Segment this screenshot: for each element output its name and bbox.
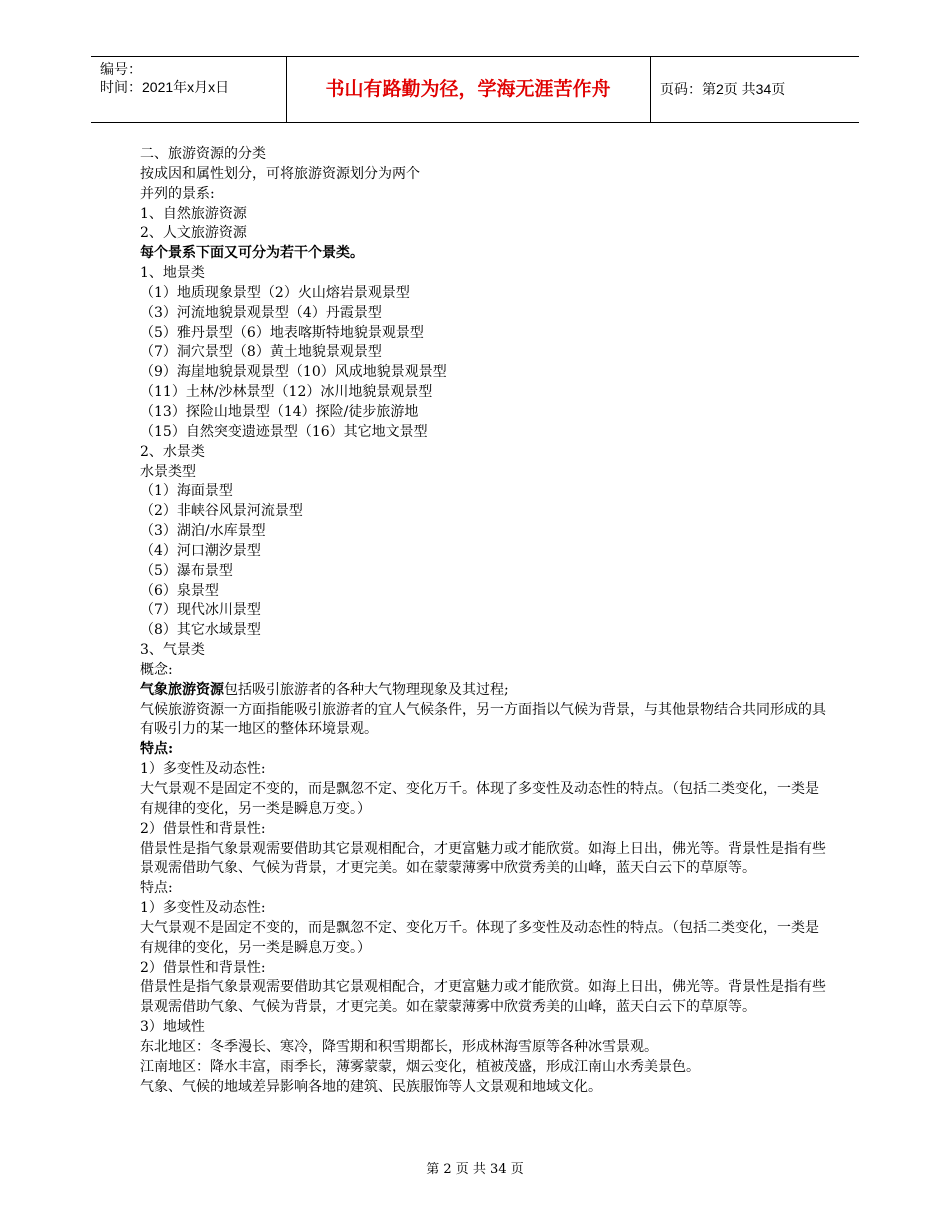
page-footer: 第 2 页 共 34 页 xyxy=(426,1162,524,1177)
list-item: （7）洞穴景型（8）黄土地貌景观景型 xyxy=(140,344,382,361)
text-line: 江南地区：降水丰富，雨季长，薄雾蒙蒙，烟云变化，植被茂盛，形成江南山水秀美景色。 xyxy=(140,1058,700,1075)
section-heading: 二、旅游资源的分类 xyxy=(140,146,266,162)
document-body xyxy=(140,145,830,1098)
list-item: （5）瀑布景型 xyxy=(140,562,233,579)
text-line: 水景类型 xyxy=(140,463,196,480)
definition-line xyxy=(140,681,830,701)
header-bottom-rule xyxy=(91,122,859,123)
list-item: （11）土林/沙林景型（12）冰川地貌景观景型 xyxy=(140,384,433,401)
list-item: （5）雅丹景型（6）地表喀斯特地貌景观景型 xyxy=(140,324,424,341)
list-item: （6）泉景型 xyxy=(140,582,219,599)
text-line: 概念: xyxy=(140,661,173,678)
definition-text: 包括吸引旅游者的各种大气物理现象及其过程; xyxy=(224,681,509,698)
subsection-heading: 1、地景类 xyxy=(140,265,205,282)
text-line: 按成因和属性划分，可将旅游资源划分为两个 xyxy=(140,165,420,182)
header-top-rule xyxy=(91,56,859,57)
list-item: （3）湖泊/水库景型 xyxy=(140,523,266,540)
list-item: （13）探险山地景型（14）探险/徒步旅游地 xyxy=(140,403,419,420)
list-item: （4）河口潮汐景型 xyxy=(140,542,261,559)
serial-label: 编号： xyxy=(100,61,142,77)
list-item: （8）其它水域景型 xyxy=(140,622,261,639)
text-line: 特点: xyxy=(140,880,173,897)
text-line: 东北地区：冬季漫长、寒冷，降雪期和积雪期都长，形成林海雪原等各种冰雪景观。 xyxy=(140,1038,658,1055)
text-line: 1）多变性及动态性: xyxy=(140,761,266,778)
list-item: （1）海面景型 xyxy=(140,483,233,500)
list-item: （1）地质现象景型（2）火山熔岩景观景型 xyxy=(140,284,410,301)
header-divider-right xyxy=(650,56,651,122)
list-item: （15）自然突变遗迹景型（16）其它地文景型 xyxy=(140,423,428,440)
header-meta xyxy=(100,60,229,96)
text-line: 1）多变性及动态性: xyxy=(140,900,266,917)
subsection-heading: 2、水景类 xyxy=(140,443,205,460)
list-item: （2）非峡谷风景河流景型 xyxy=(140,503,303,520)
defined-term: 气象旅游资源 xyxy=(140,681,224,698)
time-label: 时间：2021年x月x日 xyxy=(100,79,230,95)
paragraph: 气候旅游资源一方面指能吸引旅游者的宜人气候条件，另一方面指以气候为背景，与其他景物结合共同形成的具有吸引力的某一地区的整体环境景观。 xyxy=(140,701,826,738)
subsection-heading: 3、气景类 xyxy=(140,642,205,659)
list-item: （9）海崖地貌景观景型（10）风成地貌景观景型 xyxy=(140,364,447,381)
bold-heading: 特点: xyxy=(140,741,174,758)
text-line: 气象、气候的地域差异影响各地的建筑、民族服饰等人文景观和地域文化。 xyxy=(140,1078,602,1095)
paragraph: 大气景观不是固定不变的，而是飘忽不定、变化万千。体现了多变性及动态性的特点。（包括二类变化，一类是有规律的变化，另一类是瞬息万变。） xyxy=(140,919,819,956)
list-item: （7）现代冰川景型 xyxy=(140,602,261,619)
text-line: 2）借景性和背景性: xyxy=(140,959,266,976)
text-line: 并列的景系: xyxy=(140,185,215,202)
paragraph: 大气景观不是固定不变的，而是飘忽不定、变化万千。体现了多变性及动态性的特点。（包括二类变化，一类是有规律的变化，另一类是瞬息万变。） xyxy=(140,781,819,817)
list-item: 2、人文旅游资源 xyxy=(140,225,247,242)
header-page-info: 页码：第2页 共34页 xyxy=(660,81,786,97)
header-motto: 书山有路勤为径，学海无涯苦作舟 xyxy=(325,79,611,100)
bold-statement: 每个景系下面又可分为若干个景类。 xyxy=(140,245,364,262)
list-item: （3）河流地貌景观景型（4）丹霞景型 xyxy=(140,304,382,321)
paragraph: 借景性是指气象景观需要借助其它景观相配合，才更富魅力或才能欣赏。如海上日出，佛光等。背景性是指有些景观需借助气象、气候为背景，才更完美。如在蒙蒙薄雾中欣赏秀美的山峰，蓝天白云下的草原等。 xyxy=(140,840,826,877)
text-line: 3）地域性 xyxy=(140,1019,205,1036)
list-item: 1、自然旅游资源 xyxy=(140,205,247,222)
paragraph: 借景性是指气象景观需要借助其它景观相配合，才更富魅力或才能欣赏。如海上日出，佛光等。背景性是指有些景观需借助气象、气候为背景，才更完美。如在蒙蒙薄雾中欣赏秀美的山峰，蓝天白云下的草原等。 xyxy=(140,979,826,1016)
text-line: 2）借景性和背景性: xyxy=(140,820,266,837)
